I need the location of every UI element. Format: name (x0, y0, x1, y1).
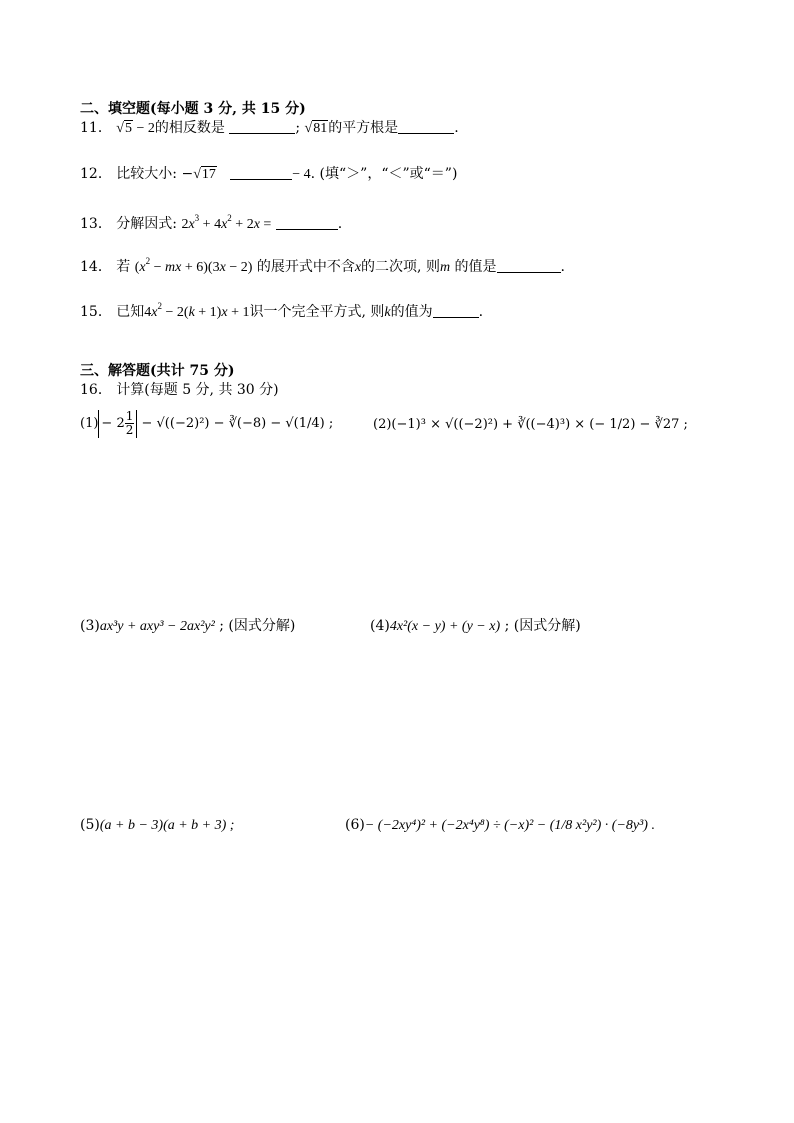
question-number: 13． (80, 216, 112, 232)
question-13 (80, 208, 342, 235)
question-12 (80, 164, 457, 185)
question-15 (80, 296, 483, 323)
problem-label: (5) (80, 817, 100, 833)
question-text: 已知 (116, 304, 145, 320)
question-text: 的平方根是 (328, 120, 399, 136)
math-expression: 4x²(x − y) + (y − x) (389, 619, 501, 634)
question-number: 11． (80, 120, 112, 136)
period: . (560, 259, 565, 275)
period: . (454, 120, 459, 136)
question-text: . (填“＞”，“＜”或“＝”) (310, 166, 458, 182)
answer-blank[interactable] (497, 258, 561, 273)
question-text: 的相反数是 (154, 120, 225, 136)
instruction-note: ; (因式分解) (504, 618, 581, 634)
math-expression: $4x^2 - 2(k + 1)x + 1$ (144, 301, 250, 320)
question-text: 计算(每题 5 分, 共 30 分) (116, 382, 279, 398)
variable: k (384, 305, 391, 320)
problem-1 (80, 410, 333, 438)
math-expression: $2x^3 + 4x^2 + 2x$ = (181, 213, 272, 232)
math-expression: − √((−2)²) − ∛(−8) − √(1/4) ; (141, 416, 334, 431)
problem-label: (2) (373, 417, 392, 432)
problem-label: (6) (345, 817, 365, 833)
problem-5 (80, 815, 234, 836)
question-text: 的展开式中不含 (256, 259, 355, 275)
question-text: 若 (116, 259, 131, 275)
question-text: 的值为 (390, 304, 433, 320)
question-11 (80, 118, 459, 139)
question-text: 分解因式: (116, 216, 177, 232)
variable: x (354, 260, 362, 275)
problem-label: (4) (370, 618, 390, 634)
problem-label: (1) (80, 416, 99, 431)
question-16 (80, 380, 279, 400)
variable: m (439, 260, 451, 275)
period: . (478, 304, 484, 320)
absolute-value-expression: − 2 $\frac{1}{2}$ (98, 410, 137, 438)
question-number: 12． (80, 166, 112, 182)
answer-blank[interactable] (433, 303, 479, 318)
answer-blank[interactable] (276, 215, 338, 230)
math-expression: − 4 (292, 167, 311, 182)
answer-blank[interactable] (398, 119, 454, 134)
question-text: 识一个完全平方式, 则 (249, 304, 385, 320)
problem-label: (3) (80, 618, 100, 634)
section-heading-fill-in: 二、填空题(每小题 3 分, 共 15 分) (80, 101, 306, 117)
math-expression: ax³y + axy³ − 2ax²y² (99, 619, 215, 634)
math-expression: (a + b − 3)(a + b + 3) ; (99, 818, 235, 833)
instruction-note: ; (因式分解) (219, 618, 296, 634)
problem-2 (373, 414, 688, 436)
math-expression: (−1)³ × √((−2)²) + ∛((−4)³) × (− 1/2) − ∛27 ; (391, 417, 688, 432)
section-heading-solutions: 三、解答题(共计 75 分) (80, 363, 235, 379)
question-14 (80, 251, 565, 278)
answer-blank[interactable] (230, 165, 292, 180)
period: . (337, 216, 343, 232)
question-number: 14． (80, 259, 112, 275)
question-text: 的值是 (454, 259, 497, 275)
question-number: 15． (80, 304, 112, 320)
math-expression: ($x^2$ − mx + 6)(3x − 2) (134, 256, 253, 275)
question-text: 比较大小: − (116, 166, 194, 182)
problem-4 (370, 616, 581, 637)
problem-6 (345, 815, 655, 836)
math-expression: − (−2xy⁴)² + (−2x⁴y⁸) ÷ (−x)² − (1/8 x²y²) · (−8y³) . (364, 818, 655, 833)
separator: ; (295, 120, 301, 136)
question-text: 的二次项, 则 (361, 259, 440, 275)
answer-blank[interactable] (229, 119, 295, 134)
math-expression: √17 (193, 167, 216, 182)
math-expression: √5 − 2 (116, 121, 155, 136)
problem-3 (80, 616, 295, 637)
question-number: 16． (80, 382, 112, 398)
math-expression: √81 (304, 121, 328, 136)
